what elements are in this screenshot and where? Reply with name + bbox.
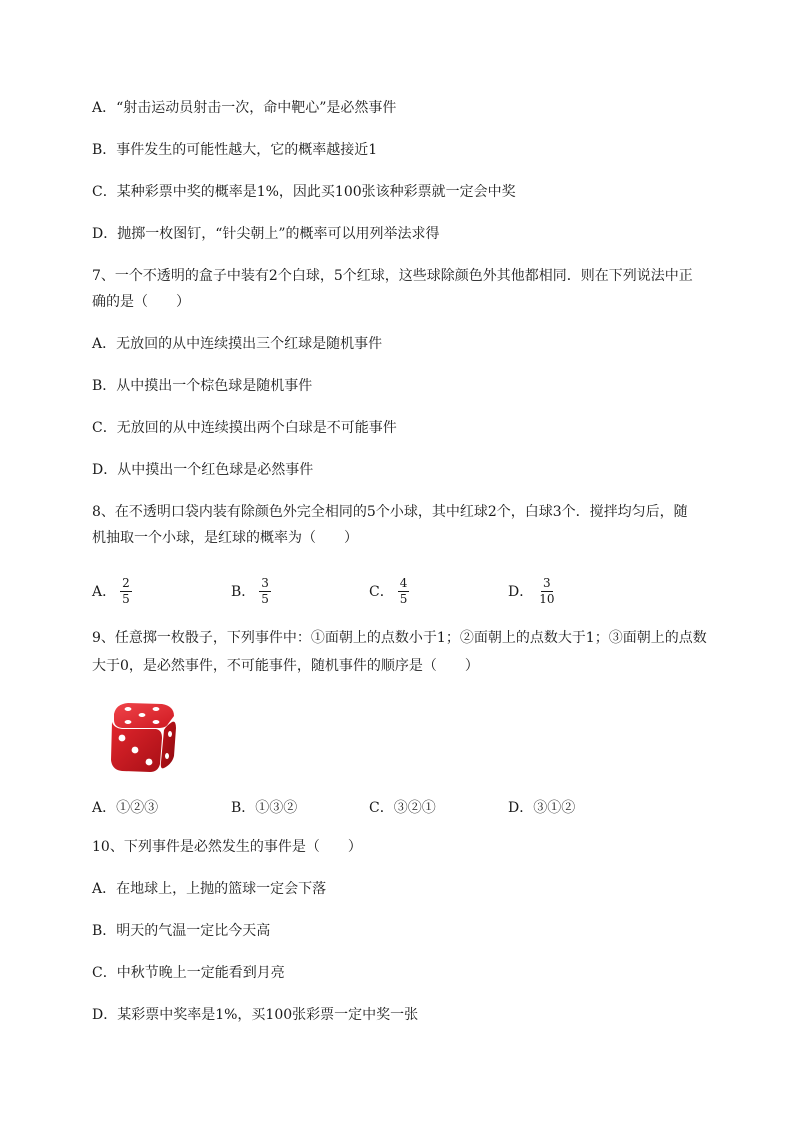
q8-option-c-fraction bbox=[398, 576, 410, 607]
q8-option-b-denominator: 5 bbox=[261, 591, 269, 606]
q8-option-c-letter: C． bbox=[369, 584, 394, 600]
q9-stem-line1: 9、任意掷一枚骰子，下列事件中：①面朝上的点数小于1；②面朝上的点数大于1；③面朝上的点数 bbox=[92, 630, 707, 646]
q6-option-a: A．“射击运动员射击一次，命中靶心”是必然事件 bbox=[92, 100, 397, 116]
q8-option-c-denominator: 5 bbox=[399, 591, 408, 606]
q8-option-a-numerator: 2 bbox=[122, 575, 130, 590]
q6-option-d: D．抛掷一枚图钉，“针尖朝上”的概率可以用列举法求得 bbox=[92, 226, 440, 242]
q8-option-a-fraction bbox=[120, 576, 132, 607]
q8-option-c bbox=[369, 571, 409, 611]
q7-stem-line1: 7、一个不透明的盒子中装有2个白球，5个红球，这些球除颜色外其他都相同．则在下列说法中正 bbox=[92, 268, 693, 284]
q8-option-a-denominator: 5 bbox=[122, 591, 130, 606]
q8-option-d-denominator: 10 bbox=[539, 591, 555, 606]
q9-option-c: C．③②① bbox=[369, 800, 436, 816]
q8-stem-line2: 机抽取一个小球，是红球的概率为（ ） bbox=[92, 530, 358, 546]
q8-option-c-numerator: 4 bbox=[399, 575, 408, 590]
q7-stem-line2: 确的是（ ） bbox=[92, 294, 190, 310]
q10-option-c: C．中秋节晚上一定能看到月亮 bbox=[92, 965, 285, 981]
q8-option-d-letter: D． bbox=[508, 584, 534, 600]
q6-option-c: C．某种彩票中奖的概率是1%，因此买100张该种彩票就一定会中奖 bbox=[92, 184, 516, 200]
q10-option-b: B．明天的气温一定比今天高 bbox=[92, 923, 271, 939]
q8-options bbox=[92, 571, 712, 611]
q9-option-b: B．①③② bbox=[231, 800, 298, 816]
q8-option-b-letter: B． bbox=[231, 584, 256, 600]
q8-option-a bbox=[92, 571, 132, 611]
q8-option-b-numerator: 3 bbox=[261, 575, 269, 590]
q9-option-d: D．③①② bbox=[508, 800, 576, 816]
q6-option-b: B．事件发生的可能性越大，它的概率越接近1 bbox=[92, 142, 378, 158]
q8-option-a-letter: A． bbox=[92, 584, 117, 600]
q7-option-c: C．无放回的从中连续摸出两个白球是不可能事件 bbox=[92, 420, 397, 436]
q8-option-b bbox=[231, 571, 271, 611]
q10-option-a: A．在地球上，上抛的篮球一定会下落 bbox=[92, 881, 327, 897]
q8-stem-line1: 8、在不透明口袋内装有除颜色外完全相同的5个小球，其中红球2个，白球3个．搅拌均匀后，随 bbox=[92, 504, 688, 520]
q7-option-a: A．无放回的从中连续摸出三个红球是随机事件 bbox=[92, 336, 383, 352]
red-dice-icon bbox=[104, 698, 180, 774]
q8-option-d-numerator: 3 bbox=[543, 575, 551, 590]
q9-stem-line2: 大于0，是必然事件，不可能事件，随机事件的顺序是（ ） bbox=[92, 658, 479, 674]
q7-option-b: B．从中摸出一个棕色球是随机事件 bbox=[92, 378, 313, 394]
q8-option-d-fraction bbox=[537, 576, 556, 607]
q8-option-d bbox=[508, 571, 557, 611]
q9-option-a: A．①②③ bbox=[92, 800, 159, 816]
q7-option-d: D．从中摸出一个红色球是必然事件 bbox=[92, 462, 314, 478]
q8-option-b-fraction bbox=[259, 576, 271, 607]
q10-option-d: D．某彩票中奖率是1%，买100张彩票一定中奖一张 bbox=[92, 1007, 419, 1023]
q9-options bbox=[92, 797, 712, 817]
q10-stem: 10、下列事件是必然发生的事件是（ ） bbox=[92, 839, 362, 855]
